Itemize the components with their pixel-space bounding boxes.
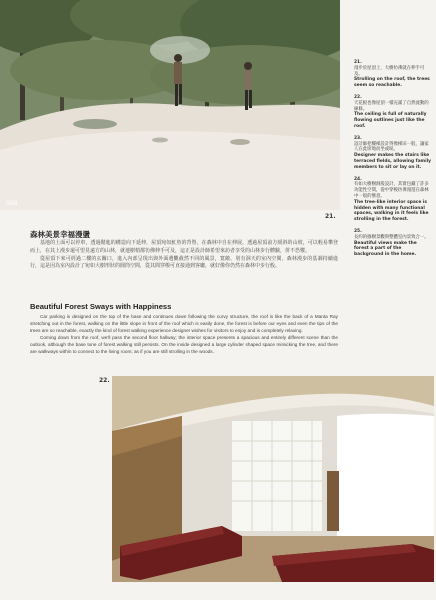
caption-item xyxy=(354,229,432,258)
interior-photo xyxy=(112,376,434,582)
caption-number: 22. xyxy=(354,94,362,100)
caption-item xyxy=(354,177,432,223)
caption-chinese: 天花板也像屋頂一樣充滿了自然流動的線條。 xyxy=(354,100,429,112)
caption-english: Designer makes the stairs like terraced fields, allowing family members to sit or lay on it. xyxy=(354,153,431,170)
caption-english: Beautiful views make the forest a part of the background in the home. xyxy=(354,240,417,258)
figure-label-bottom: 22. xyxy=(99,377,110,384)
page-number: 068 xyxy=(6,200,18,207)
article-body-english xyxy=(30,313,338,356)
caption-number: 21. xyxy=(354,60,362,65)
article-body-chinese xyxy=(30,240,338,271)
article-title-chinese: 森林美景幸福漫盪 xyxy=(30,230,90,239)
caption-number: 24. xyxy=(354,176,362,182)
roof-photo xyxy=(0,0,340,210)
interior-photo-illustration xyxy=(112,376,434,582)
caption-chinese: 設計師把樓梯設計得像梯田一般，讓家人在此席地而坐或臥。 xyxy=(354,141,429,153)
paragraph-english: Car parking is designed on the top of the base and continues down following the curvy structure, the roof is like the back of a Manta Ray stretching out in the forest, walking on the little slope in front of the roof which is easily done, the forest is before our eyes and even the tips of the trees are so reachable, exactly the kind of forest walking experience designer wishes for visitors to enjoy and is completely relaxing. xyxy=(30,314,338,334)
figure-label-top: 21. xyxy=(325,213,336,220)
caption-english: The ceiling is full of naturally flowing outlines just like the roof. xyxy=(354,112,427,129)
caption-item xyxy=(354,60,432,89)
article-title-english: Beautiful Forest Sways with Happiness xyxy=(30,302,172,311)
caption-english: Strolling on the roof, the trees seem so reachable. xyxy=(354,77,430,89)
caption-item xyxy=(354,136,432,171)
caption-chinese: 有如大樹樹洞般設計，其實包藏了許多功能性空間，從中穿梭彷彿漫遊在森林中一般的愜意。 xyxy=(354,182,429,199)
caption-column xyxy=(354,60,432,264)
caption-chinese: 漫步於屋頂上，大樹彷彿就在伸手可及。 xyxy=(354,65,425,77)
caption-item xyxy=(354,95,432,130)
caption-english: The tree-like interior space is hidden with many functional spaces, walking in it feels like strolling in the forest. xyxy=(354,199,429,223)
paragraph-english: Coming down from the roof, we’ll pass the second floor hallway; the interior space presents a spacious and entirely different scene than the outlook, although the base tone of forest walking still persists. On the inside designed a large cylinder shaped space mimicking the tree, and there are walkways within to connect to the living room; as if you are still strolling in the woods. xyxy=(30,335,338,355)
caption-number: 23. xyxy=(354,135,362,141)
roof-photo-illustration xyxy=(0,0,340,210)
paragraph-chinese: 基地的上面可以停車，透過階進的構造向下延伸，屋頂宛如魟魚的背脊，在森林中自在伸展，透過屋頂前方緩斜的山坡，可以輕易攀登而上，在其上漫步還可望見遠方的山林，就連樹梢都彷佛伸手可及，這正是設計師希望來訪者享受的山林步行體驗，併不恐懼。 xyxy=(30,240,338,254)
paragraph-chinese: 從屋頂下來可經過二樓的玄關口，進入內部呈現出與外面遺觀截然不同的風景，寬敞、別有洞天的室內空間，森林漫步的基調持續進行，這是因為室內設計了宛如大樹形狀的圓筒空間，從其間穿梭可直接通到客廳，就好像你仍然在森林中步行般。 xyxy=(30,255,338,270)
caption-chinese: 長約的綠樹景觀與整體室內景致合一。 xyxy=(354,234,429,240)
caption-number: 25. xyxy=(354,228,362,234)
